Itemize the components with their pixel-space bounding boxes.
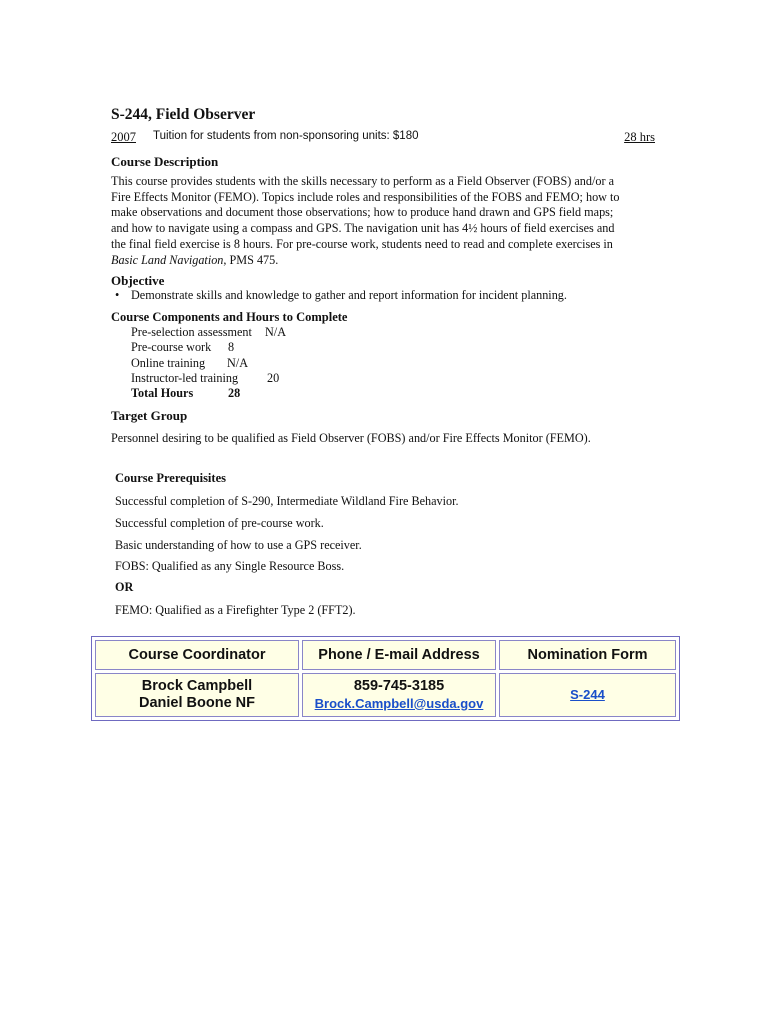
description-text [111, 174, 659, 268]
coordinator-name: Brock Campbell [141, 678, 253, 694]
nomination-cell [499, 673, 676, 717]
description-line: Basic Land Navigation, PMS 475. [111, 252, 279, 267]
target-group-text: Personnel desiring to be qualified as Field Observer (FOBS) and/or Fire Effects Monitor (FEMO). [111, 431, 591, 445]
bullet-icon: • [115, 288, 120, 302]
table-row [95, 673, 676, 717]
course-meta-line [111, 130, 655, 146]
description-line: Fire Effects Monitor (FEMO). Topics include roles and responsibilities of the FOBS and FEMO; how to [111, 189, 620, 204]
description-heading: Course Description [111, 154, 219, 169]
prerequisite-item: FEMO: Qualified as a Firefighter Type 2 (FFT2). [115, 603, 356, 617]
prerequisite-item: Successful completion of S-290, Intermediate Wildland Fire Behavior. [115, 494, 459, 508]
component-row: Pre-selection assessment N/A [131, 325, 286, 339]
contact-cell [302, 673, 496, 717]
objective-item: • Demonstrate skills and knowledge to gather and report information for incident planning. [115, 288, 567, 302]
tuition-note: Tuition for students from non-sponsoring units: $180 [153, 130, 419, 142]
components-heading: Course Components and Hours to Complete [111, 310, 348, 324]
target-group-heading: Target Group [111, 408, 188, 423]
description-line: make observations and document those observations; how to produce hand drawn and GPS field maps; [111, 205, 614, 220]
course-year: 2007 [111, 130, 136, 144]
prerequisite-item: FOBS: Qualified as any Single Resource Boss. [115, 559, 345, 573]
course-title: S-244, Field Observer [111, 106, 256, 123]
prerequisite-item: Basic understanding of how to use a GPS receiver. [115, 538, 362, 552]
reference-title: Basic Land Navigation [111, 252, 224, 267]
header-course-coordinator: Course Coordinator [95, 640, 299, 670]
table-header-row [95, 640, 676, 670]
nomination-form-link[interactable]: S-244 [570, 687, 605, 702]
header-nomination-form: Nomination Form [499, 640, 676, 670]
coordinator-unit: Daniel Boone NF [138, 695, 255, 711]
objective-heading: Objective [111, 273, 165, 288]
email-link[interactable]: Brock.Campbell@usda.gov [314, 695, 484, 711]
prerequisites-heading: Course Prerequisites [115, 471, 226, 485]
course-hours: 28 hrs [624, 130, 655, 144]
prerequisite-item: Successful completion of pre-course work. [115, 516, 324, 530]
description-line: This course provides students with the skills necessary to perform as a Field Observer (FOBS) and/or a [111, 174, 614, 188]
component-row: Instructor-led training 20 [131, 371, 280, 385]
or-label: OR [115, 580, 134, 594]
component-total-row: Total Hours 28 [131, 386, 241, 400]
coordinator-table [91, 636, 680, 721]
description-line: the final field exercise is 8 hours. For pre-course work, students need to read and complete exercises in [111, 236, 613, 251]
description-line: and how to navigate using a compass and GPS. The navigation unit has 4½ hours of field exercises and [111, 221, 615, 236]
phone-number: 859-745-3185 [353, 677, 445, 694]
coordinator-cell [95, 673, 299, 717]
header-phone-email: Phone / E-mail Address [302, 640, 496, 670]
component-row: Online training N/A [131, 356, 248, 370]
component-row: Pre-course work 8 [131, 340, 235, 354]
